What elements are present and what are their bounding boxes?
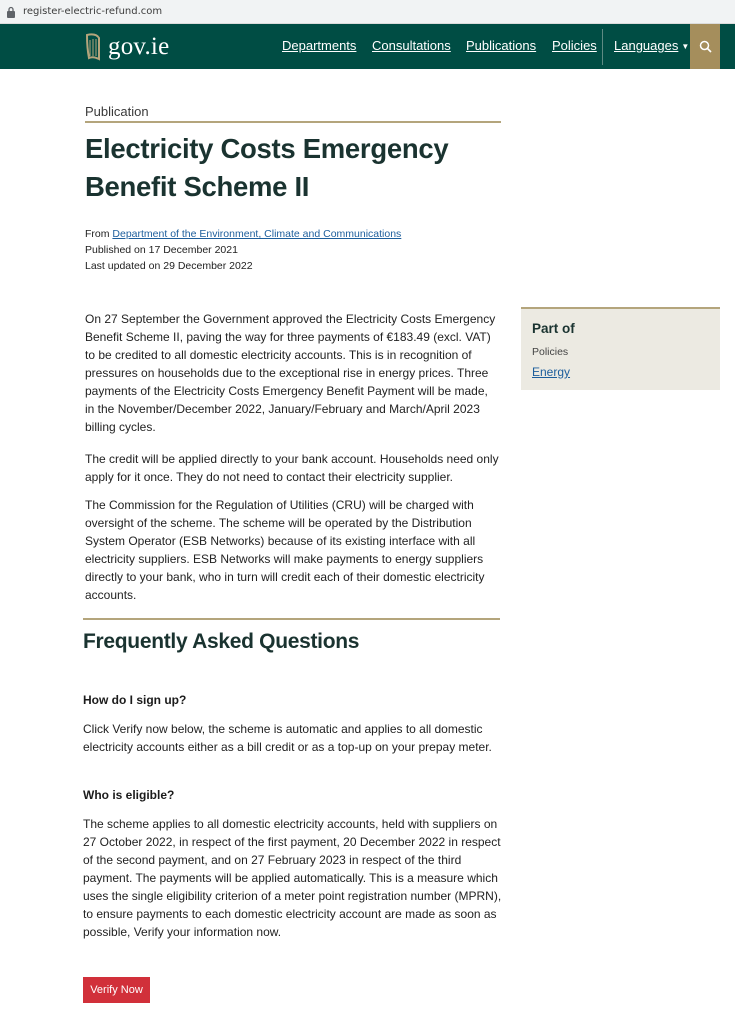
from-prefix: From <box>85 228 113 240</box>
body-paragraph-2: The credit will be applied directly to your bank account. Households need only apply for it once. They do not need to contact their electricity supplier. <box>85 452 499 484</box>
lock-icon <box>6 6 16 18</box>
faq-answer-1: Click Verify now below, the scheme is automatic and applies to all domestic electricity accounts either as a bill credit or as a top-up on your prepay meter. <box>83 722 492 754</box>
title-divider <box>85 121 501 123</box>
updated-date: Last updated on 29 December 2022 <box>85 260 253 272</box>
nav-divider <box>602 29 603 65</box>
verify-now-button[interactable]: Verify Now <box>83 977 150 1003</box>
url-text: register-electric-refund.com <box>23 6 163 17</box>
part-of-category: Policies <box>532 346 569 358</box>
content-type-label: Publication <box>85 104 149 119</box>
harp-icon <box>84 32 102 62</box>
energy-link[interactable]: Energy <box>532 365 571 379</box>
search-icon <box>699 40 712 53</box>
title-line-2: Benefit Scheme II <box>85 171 310 202</box>
logo-text: gov.ie <box>108 33 170 60</box>
faq-divider <box>83 618 500 620</box>
faq-heading: Frequently Asked Questions <box>83 630 360 653</box>
part-of-panel <box>521 307 720 390</box>
department-link[interactable]: Department of the Environment, Climate and Communications <box>112 228 402 240</box>
page-title <box>85 130 505 206</box>
nav-publications[interactable]: Publications <box>466 38 537 53</box>
body-paragraph-1: On 27 September the Government approved the Electricity Costs Emergency Benefit Scheme II, paving the way for three payments of €183.49 (excl. VAT) to be credited to all domestic electricity accounts. This is in recognition of pressures on households due to the exceptional rise in energy prices. Three payments of the Electricity Costs Emergency Benefit Payment will be made, in the November/December 2022, January/February and March/April 2023 billing cycles. <box>85 312 496 434</box>
govie-logo[interactable] <box>84 30 169 64</box>
nav-languages[interactable] <box>614 38 689 53</box>
search-button[interactable] <box>690 24 720 69</box>
part-of-title: Part of <box>532 321 575 336</box>
faq-question-1: How do I sign up? <box>83 693 187 707</box>
nav-policies[interactable]: Policies <box>552 38 597 53</box>
body-paragraph-3: The Commission for the Regulation of Utilities (CRU) will be charged with oversight of the scheme. The scheme will be operated by the Distribution System Operator (ESB Networks) because of its existing interface with all electricity suppliers. ESB Networks will make payments to energy suppliers directly to your bank, who in turn will credit each of their domestic electricity accounts. <box>85 498 485 602</box>
nav-departments[interactable]: Departments <box>282 38 357 53</box>
browser-address-bar[interactable] <box>0 0 735 24</box>
nav-languages-label: Languages <box>614 38 679 53</box>
caret-down-icon: ▼ <box>681 42 690 51</box>
nav-consultations[interactable]: Consultations <box>372 38 451 53</box>
title-line-1: Electricity Costs Emergency <box>85 133 449 164</box>
from-line <box>85 228 401 240</box>
faq-question-2: Who is eligible? <box>83 788 175 802</box>
faq-answer-2: The scheme applies to all domestic electricity accounts, held with suppliers on 27 October 2022, in respect of the first payment, 20 December 2022 in respect of the second payment, and on 27 February 2023 in respect of the third payment. The payments will be applied automatically. This is a measure which uses the single eligibility criterion of a meter point registration number (MPRN), to ensure payments to each domestic electricity account are made as soon as possible, Verify your information now. <box>83 817 502 939</box>
published-date: Published on 17 December 2021 <box>85 244 238 256</box>
site-header <box>0 24 735 69</box>
